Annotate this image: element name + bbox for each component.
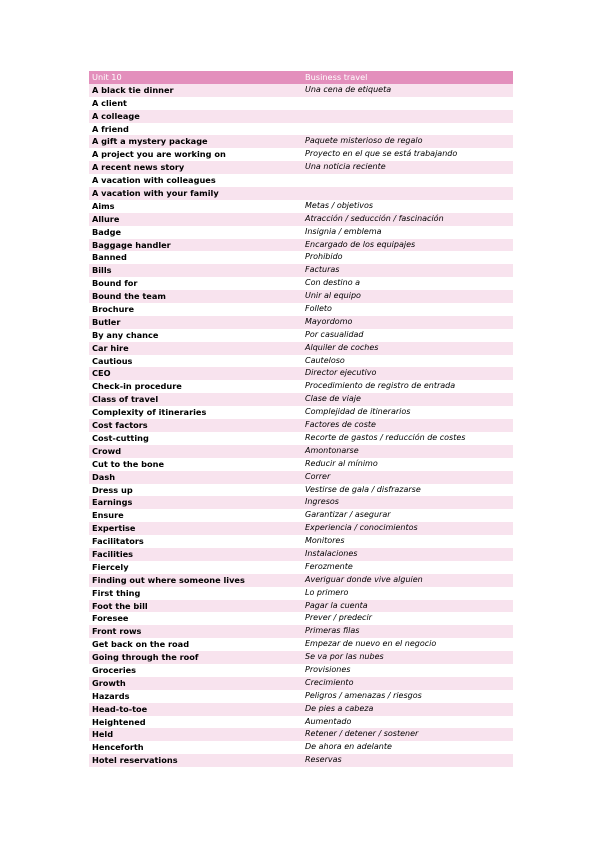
table-header-row — [89, 71, 513, 84]
spanish-translation: Provisiones — [302, 664, 513, 677]
english-term: Class of travel — [89, 393, 302, 406]
spanish-translation: Reservas — [302, 754, 513, 767]
english-term: Head-to-toe — [89, 703, 302, 716]
spanish-translation: Averiguar donde vive alguien — [302, 574, 513, 587]
spanish-translation: Insignia / emblema — [302, 226, 513, 239]
english-term: Aims — [89, 200, 302, 213]
english-term: Facilities — [89, 548, 302, 561]
english-term: Going through the roof — [89, 651, 302, 664]
table-row — [89, 135, 513, 148]
english-term: Foot the bill — [89, 600, 302, 613]
english-term: First thing — [89, 587, 302, 600]
table-row — [89, 303, 513, 316]
table-row — [89, 123, 513, 136]
spanish-translation: Proyecto en el que se está trabajando — [302, 148, 513, 161]
english-term: A vacation with colleagues — [89, 174, 302, 187]
table-row — [89, 716, 513, 729]
topic-title: Business travel — [302, 71, 513, 84]
table-row — [89, 239, 513, 252]
english-term: Growth — [89, 677, 302, 690]
table-row — [89, 393, 513, 406]
spanish-translation: Instalaciones — [302, 548, 513, 561]
english-term: Facilitators — [89, 535, 302, 548]
table-row — [89, 406, 513, 419]
spanish-translation: Mayordomo — [302, 316, 513, 329]
table-row — [89, 574, 513, 587]
english-term: Front rows — [89, 625, 302, 638]
spanish-translation: Experiencia / conocimientos — [302, 522, 513, 535]
english-term: Badge — [89, 226, 302, 239]
spanish-translation: Amontonarse — [302, 445, 513, 458]
unit-title: Unit 10 — [89, 71, 302, 84]
spanish-translation: Atracción / seducción / fascinación — [302, 213, 513, 226]
english-term: A colleage — [89, 110, 302, 123]
table-row — [89, 342, 513, 355]
english-term: Ensure — [89, 509, 302, 522]
table-row — [89, 316, 513, 329]
english-term: Expertise — [89, 522, 302, 535]
english-term: Cost-cutting — [89, 432, 302, 445]
english-term: A recent news story — [89, 161, 302, 174]
spanish-translation — [302, 123, 513, 136]
english-term: By any chance — [89, 329, 302, 342]
english-term: Cautious — [89, 355, 302, 368]
spanish-translation — [302, 97, 513, 110]
english-term: Allure — [89, 213, 302, 226]
table-row — [89, 264, 513, 277]
table-row — [89, 548, 513, 561]
english-term: Foresee — [89, 612, 302, 625]
table-row — [89, 728, 513, 741]
english-term: Complexity of itineraries — [89, 406, 302, 419]
table-row — [89, 367, 513, 380]
spanish-translation: De ahora en adelante — [302, 741, 513, 754]
table-row — [89, 754, 513, 767]
table-row — [89, 329, 513, 342]
spanish-translation — [302, 110, 513, 123]
table-row — [89, 213, 513, 226]
spanish-translation: Ferozmente — [302, 561, 513, 574]
english-term: A client — [89, 97, 302, 110]
table-row — [89, 432, 513, 445]
english-term: Groceries — [89, 664, 302, 677]
table-row — [89, 587, 513, 600]
spanish-translation: Con destino a — [302, 277, 513, 290]
spanish-translation: Reducir al mínimo — [302, 458, 513, 471]
english-term: A project you are working on — [89, 148, 302, 161]
english-term: Dress up — [89, 484, 302, 497]
english-term: Dash — [89, 471, 302, 484]
table-row — [89, 522, 513, 535]
english-term: A friend — [89, 123, 302, 136]
table-row — [89, 612, 513, 625]
table-row — [89, 651, 513, 664]
english-term: Cut to the bone — [89, 458, 302, 471]
english-term: Get back on the road — [89, 638, 302, 651]
spanish-translation: Monitores — [302, 535, 513, 548]
spanish-translation: Folleto — [302, 303, 513, 316]
spanish-translation: De pies a cabeza — [302, 703, 513, 716]
spanish-translation: Garantizar / asegurar — [302, 509, 513, 522]
spanish-translation: Cauteloso — [302, 355, 513, 368]
spanish-translation — [302, 187, 513, 200]
table-row — [89, 148, 513, 161]
vocabulary-table — [89, 71, 513, 767]
spanish-translation: Prohibido — [302, 251, 513, 264]
spanish-translation: Crecimiento — [302, 677, 513, 690]
spanish-translation: Unir al equipo — [302, 290, 513, 303]
spanish-translation: Peligros / amenazas / riesgos — [302, 690, 513, 703]
english-term: Held — [89, 728, 302, 741]
spanish-translation: Primeras filas — [302, 625, 513, 638]
english-term: Crowd — [89, 445, 302, 458]
table-row — [89, 677, 513, 690]
table-row — [89, 561, 513, 574]
table-row — [89, 600, 513, 613]
spanish-translation: Alquiler de coches — [302, 342, 513, 355]
table-row — [89, 419, 513, 432]
table-row — [89, 251, 513, 264]
english-term: Earnings — [89, 496, 302, 509]
spanish-translation: Una noticia reciente — [302, 161, 513, 174]
vocabulary-rows — [89, 84, 513, 767]
english-term: CEO — [89, 367, 302, 380]
spanish-translation: Vestirse de gala / disfrazarse — [302, 484, 513, 497]
spanish-translation: Metas / objetivos — [302, 200, 513, 213]
spanish-translation: Lo primero — [302, 587, 513, 600]
english-term: A gift a mystery package — [89, 135, 302, 148]
table-row — [89, 509, 513, 522]
table-row — [89, 174, 513, 187]
spanish-translation — [302, 174, 513, 187]
spanish-translation: Procedimiento de registro de entrada — [302, 380, 513, 393]
english-term: Fiercely — [89, 561, 302, 574]
english-term: Baggage handler — [89, 239, 302, 252]
table-row — [89, 690, 513, 703]
spanish-translation: Una cena de etiqueta — [302, 84, 513, 97]
english-term: A black tie dinner — [89, 84, 302, 97]
english-term: Check-in procedure — [89, 380, 302, 393]
spanish-translation: Encargado de los equipajes — [302, 239, 513, 252]
table-row — [89, 638, 513, 651]
spanish-translation: Recorte de gastos / reducción de costes — [302, 432, 513, 445]
english-term: Hazards — [89, 690, 302, 703]
english-term: Banned — [89, 251, 302, 264]
english-term: Cost factors — [89, 419, 302, 432]
spanish-translation: Correr — [302, 471, 513, 484]
table-row — [89, 161, 513, 174]
table-row — [89, 741, 513, 754]
table-row — [89, 290, 513, 303]
english-term: Bills — [89, 264, 302, 277]
spanish-translation: Facturas — [302, 264, 513, 277]
spanish-translation: Complejidad de itinerarios — [302, 406, 513, 419]
spanish-translation: Pagar la cuenta — [302, 600, 513, 613]
english-term: Finding out where someone lives — [89, 574, 302, 587]
english-term: Henceforth — [89, 741, 302, 754]
table-row — [89, 625, 513, 638]
table-row — [89, 664, 513, 677]
spanish-translation: Aumentado — [302, 716, 513, 729]
table-row — [89, 84, 513, 97]
english-term: Bound the team — [89, 290, 302, 303]
table-row — [89, 535, 513, 548]
english-term: Hotel reservations — [89, 754, 302, 767]
table-row — [89, 97, 513, 110]
spanish-translation: Se va por las nubes — [302, 651, 513, 664]
table-row — [89, 445, 513, 458]
english-term: Heightened — [89, 716, 302, 729]
table-row — [89, 496, 513, 509]
table-row — [89, 200, 513, 213]
table-row — [89, 110, 513, 123]
spanish-translation: Clase de viaje — [302, 393, 513, 406]
spanish-translation: Factores de coste — [302, 419, 513, 432]
table-row — [89, 187, 513, 200]
spanish-translation: Paquete misterioso de regalo — [302, 135, 513, 148]
english-term: Butler — [89, 316, 302, 329]
english-term: A vacation with your family — [89, 187, 302, 200]
table-row — [89, 471, 513, 484]
spanish-translation: Ingresos — [302, 496, 513, 509]
table-row — [89, 277, 513, 290]
table-row — [89, 484, 513, 497]
english-term: Car hire — [89, 342, 302, 355]
table-row — [89, 355, 513, 368]
spanish-translation: Empezar de nuevo en el negocio — [302, 638, 513, 651]
table-row — [89, 380, 513, 393]
table-row — [89, 703, 513, 716]
table-row — [89, 458, 513, 471]
english-term: Brochure — [89, 303, 302, 316]
table-row — [89, 226, 513, 239]
spanish-translation: Por casualidad — [302, 329, 513, 342]
spanish-translation: Director ejecutivo — [302, 367, 513, 380]
english-term: Bound for — [89, 277, 302, 290]
spanish-translation: Prever / predecir — [302, 612, 513, 625]
spanish-translation: Retener / detener / sostener — [302, 728, 513, 741]
